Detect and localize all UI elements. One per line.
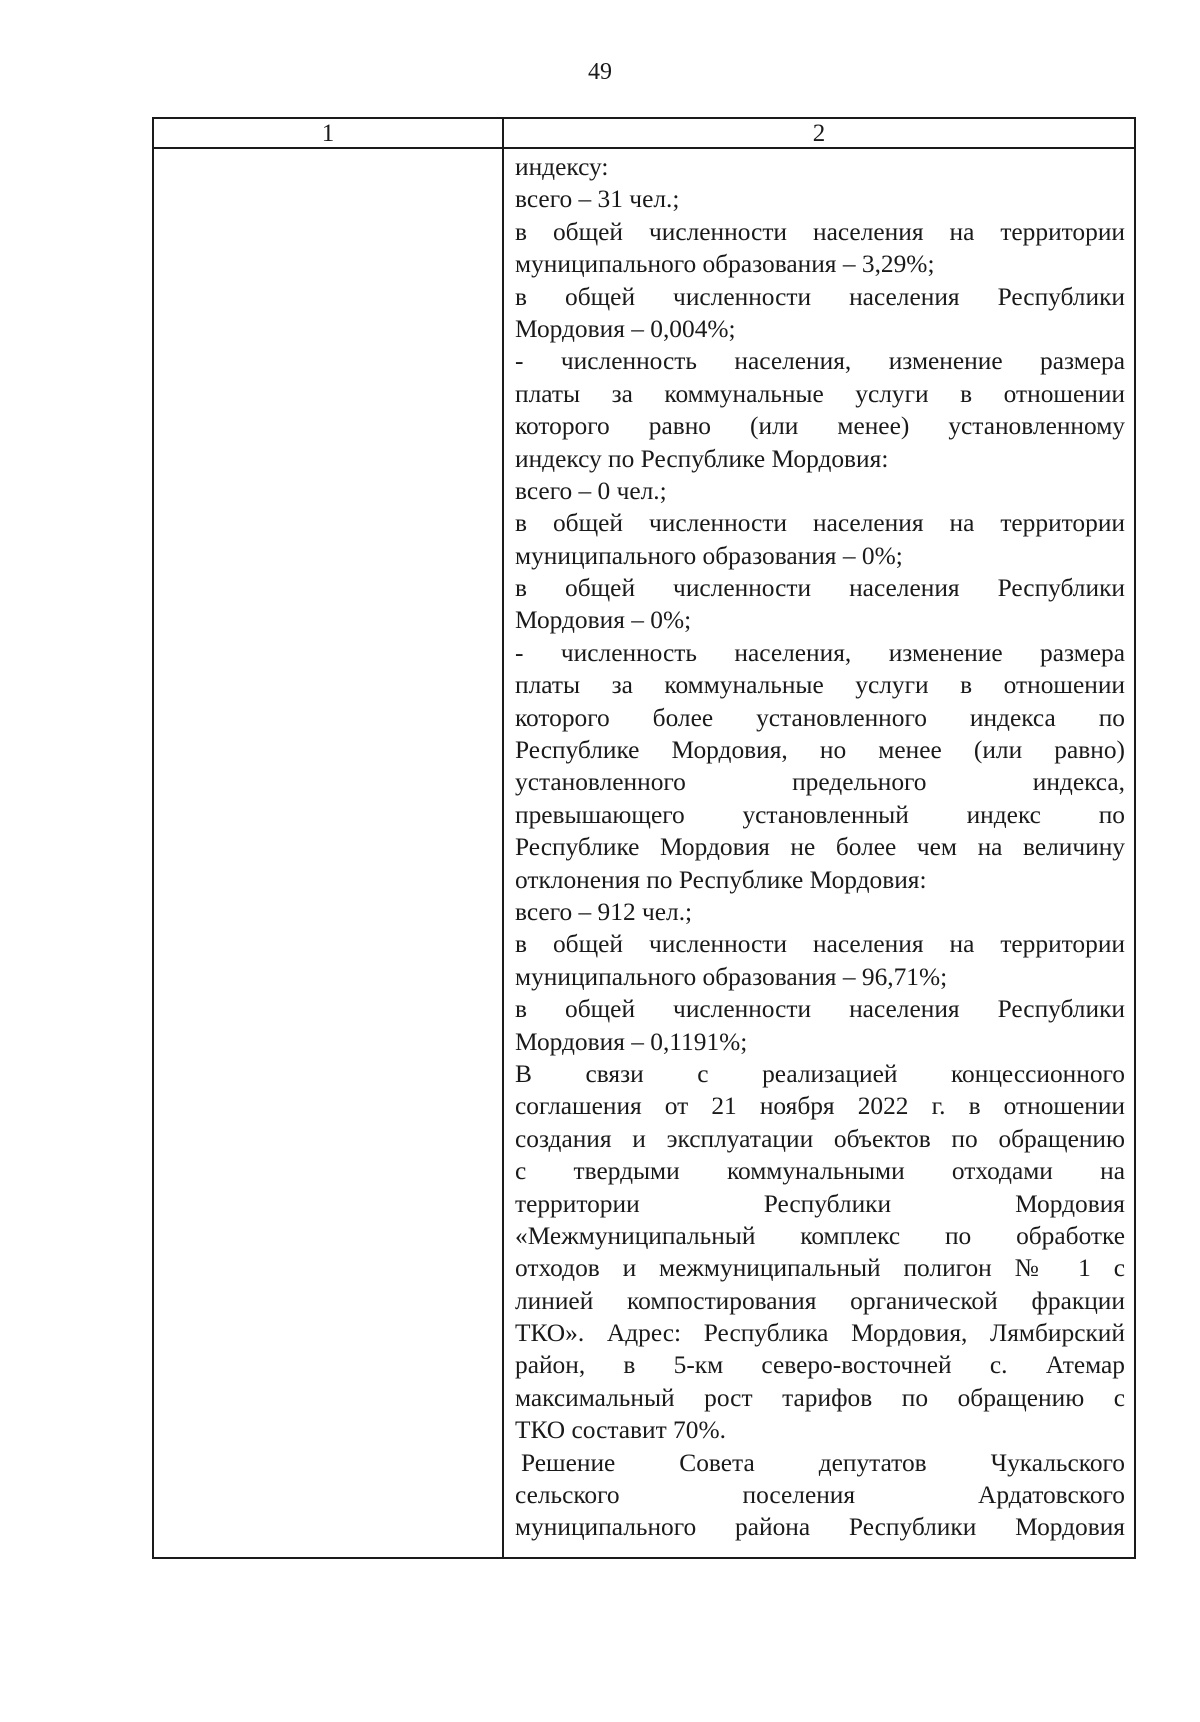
text-line: Мордовия – 0,1191%; — [515, 1027, 748, 1056]
text-line: муниципального образования – 96,71%; — [515, 962, 948, 991]
text-line: в общей численности населения Республики — [515, 995, 1125, 1024]
text-line: установленного предельного индекса, — [515, 768, 1125, 797]
text-line: линией компостирования органической фракции — [515, 1286, 1125, 1315]
text-line: в общей численности населения на территории — [515, 217, 1125, 246]
text-line: - численность населения, изменение размера — [515, 638, 1125, 667]
text-line: превышающего установленный индекс по — [515, 800, 1125, 829]
text-line: Мордовия – 0,004%; — [515, 314, 736, 343]
text-line: муниципального образования – 0%; — [515, 541, 903, 570]
text-line: максимальный рост тарифов по обращению с — [515, 1383, 1125, 1412]
column-2-content — [515, 151, 1125, 1544]
text-line: в общей численности населения на территории — [515, 509, 1125, 538]
text-line: платы за коммунальные услуги в отношении — [515, 379, 1125, 408]
column-divider — [502, 119, 504, 1557]
text-line: Решение Совета депутатов Чукальского — [521, 1448, 1125, 1477]
text-line: индексу: — [515, 153, 609, 181]
text-line: территории Республики Мордовия — [515, 1189, 1125, 1218]
text-line: индексу по Республике Мордовия: — [515, 444, 889, 473]
text-line: с твердыми коммунальными отходами на — [515, 1157, 1125, 1186]
text-line: Республике Мордовия, но менее (или равно) — [515, 736, 1125, 765]
document-table — [152, 117, 1136, 1559]
text-line: создания и эксплуатации объектов по обращению — [515, 1124, 1125, 1153]
text-line: которого более установленного индекса по — [515, 703, 1125, 732]
page-number: 49 — [588, 59, 612, 85]
column-2-header: 2 — [812, 120, 826, 147]
text-line: платы за коммунальные услуги в отношении — [515, 671, 1125, 700]
text-line: соглашения от 21 ноября 2022 г. в отношении — [515, 1092, 1125, 1121]
text-line: Мордовия – 0%; — [515, 606, 692, 635]
text-line: отклонения по Республике Мордовия: — [515, 865, 927, 894]
text-line: Республике Мордовия не более чем на величину — [515, 833, 1125, 862]
text-line: В связи с реализацией концессионного — [515, 1059, 1125, 1088]
text-line: которого равно (или менее) установленному — [515, 412, 1125, 441]
text-line: сельского поселения Ардатовского — [515, 1481, 1125, 1510]
column-1-header: 1 — [321, 120, 335, 147]
text-line: ТКО». Адрес: Республика Мордовия, Лямбирский — [515, 1319, 1125, 1348]
text-line: ТКО составит 70%. — [515, 1416, 726, 1445]
text-line: всего – 0 чел.; — [515, 476, 667, 505]
text-line: - численность населения, изменение размера — [515, 347, 1125, 376]
text-line: «Межмуниципальный комплекс по обработке — [515, 1221, 1125, 1250]
text-line: отходов и межмуниципальный полигон № 1 с — [515, 1254, 1125, 1283]
text-line: район, в 5-км северо-восточней с. Атемар — [515, 1351, 1125, 1380]
text-line: муниципального района Республики Мордовия — [515, 1513, 1125, 1542]
text-line: всего – 31 чел.; — [515, 185, 680, 214]
text-line: муниципального образования – 3,29%; — [515, 250, 935, 279]
text-line: в общей численности населения Республики — [515, 282, 1125, 311]
text-line: в общей численности населения на территории — [515, 930, 1125, 959]
table-header-row — [154, 119, 1134, 149]
text-line: в общей численности населения Республики — [515, 574, 1125, 603]
text-line: всего – 912 чел.; — [515, 897, 693, 926]
